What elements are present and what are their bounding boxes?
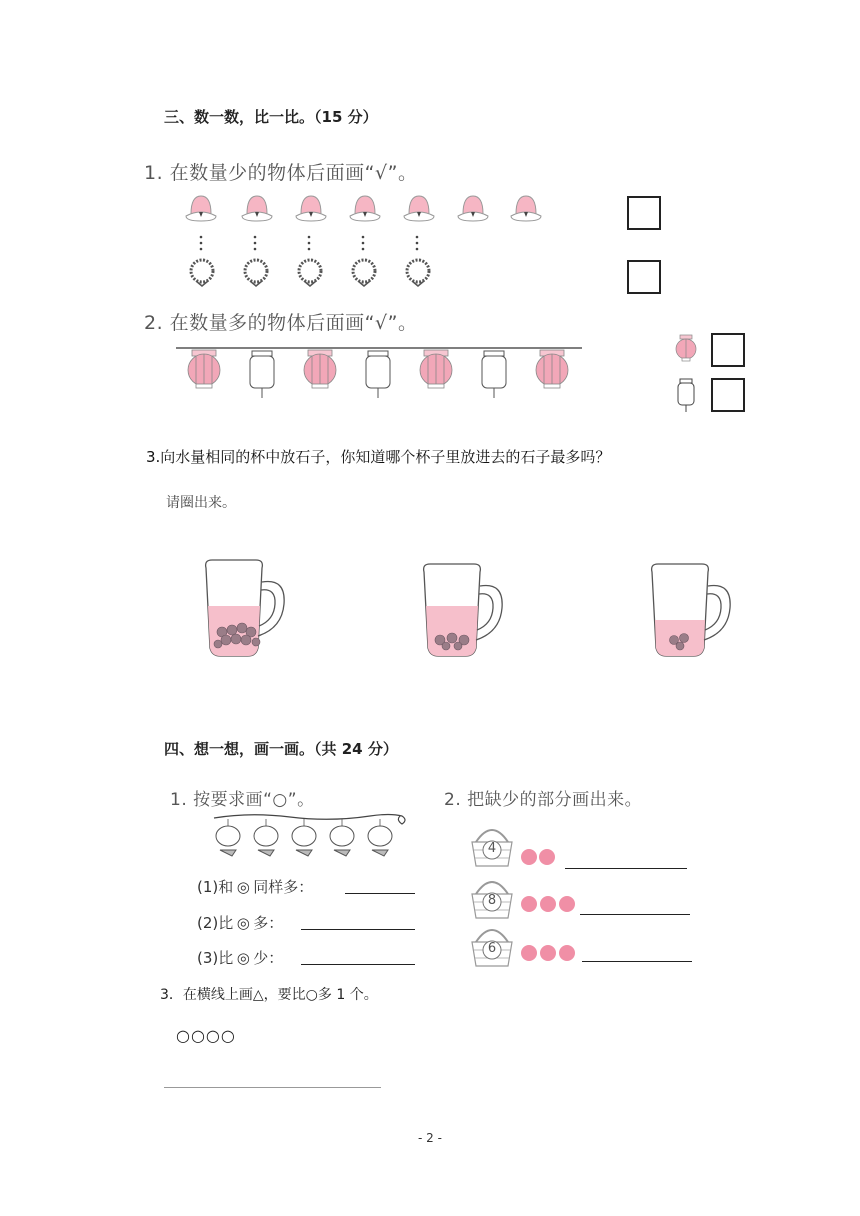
lantern-vine bbox=[210, 810, 410, 862]
white-lantern-icon bbox=[675, 378, 697, 414]
pink-lantern bbox=[304, 350, 336, 388]
fill-line-c-suffix: 少： bbox=[253, 949, 284, 967]
section3-title: 三、数一数，比一比。（15 分） bbox=[164, 108, 378, 126]
white-lantern bbox=[482, 351, 506, 398]
apple-group bbox=[520, 848, 560, 866]
basket-answer-line-2[interactable] bbox=[580, 914, 690, 915]
fill-line-c bbox=[197, 947, 283, 968]
answer-box-bells[interactable] bbox=[627, 196, 661, 230]
bell-icon bbox=[508, 190, 544, 226]
question-3-instruction: 请圈出来。 bbox=[166, 495, 236, 511]
wreath-icon bbox=[293, 256, 327, 290]
triangle-answer-line[interactable] bbox=[164, 1087, 381, 1088]
basket-answer-line-3[interactable] bbox=[582, 961, 692, 962]
white-lantern bbox=[366, 351, 390, 398]
question-3-prompt: 3.向水量相同的杯中放石子，你知道哪个杯子里放进去的石子最多吗？ bbox=[146, 448, 611, 466]
pink-lantern-icon bbox=[673, 334, 699, 364]
question-1-prompt: 1. 在数量少的物体后面画“√”。 bbox=[144, 162, 418, 184]
apple-group bbox=[520, 944, 580, 962]
page-number: - 2 - bbox=[418, 1131, 442, 1145]
wreath-icon bbox=[401, 256, 435, 290]
circle-row: ○○○○ bbox=[176, 1026, 236, 1045]
pink-lantern bbox=[188, 350, 220, 388]
bell-icon bbox=[239, 190, 275, 226]
dotted-connectors bbox=[195, 234, 435, 254]
basket-number: 8 bbox=[487, 893, 497, 908]
basket-answer-line-1[interactable] bbox=[565, 868, 687, 869]
answer-line-c[interactable] bbox=[301, 964, 415, 965]
small-lantern-icon: ◎ bbox=[236, 914, 250, 932]
cup-few-stones bbox=[642, 560, 738, 664]
cup-many-stones bbox=[196, 556, 292, 664]
fill-line-a-suffix: 同样多： bbox=[253, 878, 314, 896]
section4-question-3-prompt: 3．在横线上画△，要比○多 1 个。 bbox=[160, 987, 378, 1003]
fill-line-a bbox=[197, 876, 313, 897]
fill-line-b-prefix: (2)比 bbox=[197, 914, 234, 932]
wreath-icon bbox=[239, 256, 273, 290]
pink-lantern bbox=[420, 350, 452, 388]
bell-icon bbox=[183, 190, 219, 226]
basket-number: 6 bbox=[487, 941, 497, 956]
white-lantern bbox=[250, 351, 274, 398]
fill-line-c-prefix: (3)比 bbox=[197, 949, 234, 967]
small-lantern-icon: ◎ bbox=[236, 949, 250, 967]
wreath-icon bbox=[185, 256, 219, 290]
section4-question-2-prompt: 2. 把缺少的部分画出来。 bbox=[444, 790, 643, 810]
wreath-icon bbox=[347, 256, 381, 290]
basket-number: 4 bbox=[487, 841, 497, 856]
small-lantern-icon: ◎ bbox=[236, 878, 250, 896]
answer-box-white-lanterns[interactable] bbox=[711, 378, 745, 412]
answer-line-a[interactable] bbox=[345, 893, 415, 894]
fill-line-b bbox=[197, 912, 283, 933]
cup-medium-stones bbox=[414, 560, 510, 664]
fill-line-a-prefix: (1)和 bbox=[197, 878, 234, 896]
bell-icon bbox=[401, 190, 437, 226]
answer-box-wreaths[interactable] bbox=[627, 260, 661, 294]
fill-line-b-suffix: 多： bbox=[253, 914, 284, 932]
section4-title: 四、想一想，画一画。（共 24 分） bbox=[164, 740, 398, 758]
section4-question-1-prompt: 1. 按要求画“○”。 bbox=[170, 790, 315, 810]
pink-lantern bbox=[536, 350, 568, 388]
question-2-prompt: 2. 在数量多的物体后面画“√”。 bbox=[144, 312, 418, 334]
bell-icon bbox=[293, 190, 329, 226]
answer-box-pink-lanterns[interactable] bbox=[711, 333, 745, 367]
apple-group bbox=[520, 895, 580, 913]
answer-line-b[interactable] bbox=[301, 929, 415, 930]
bell-icon bbox=[347, 190, 383, 226]
lantern-string bbox=[176, 340, 586, 410]
bell-icon bbox=[455, 190, 491, 226]
